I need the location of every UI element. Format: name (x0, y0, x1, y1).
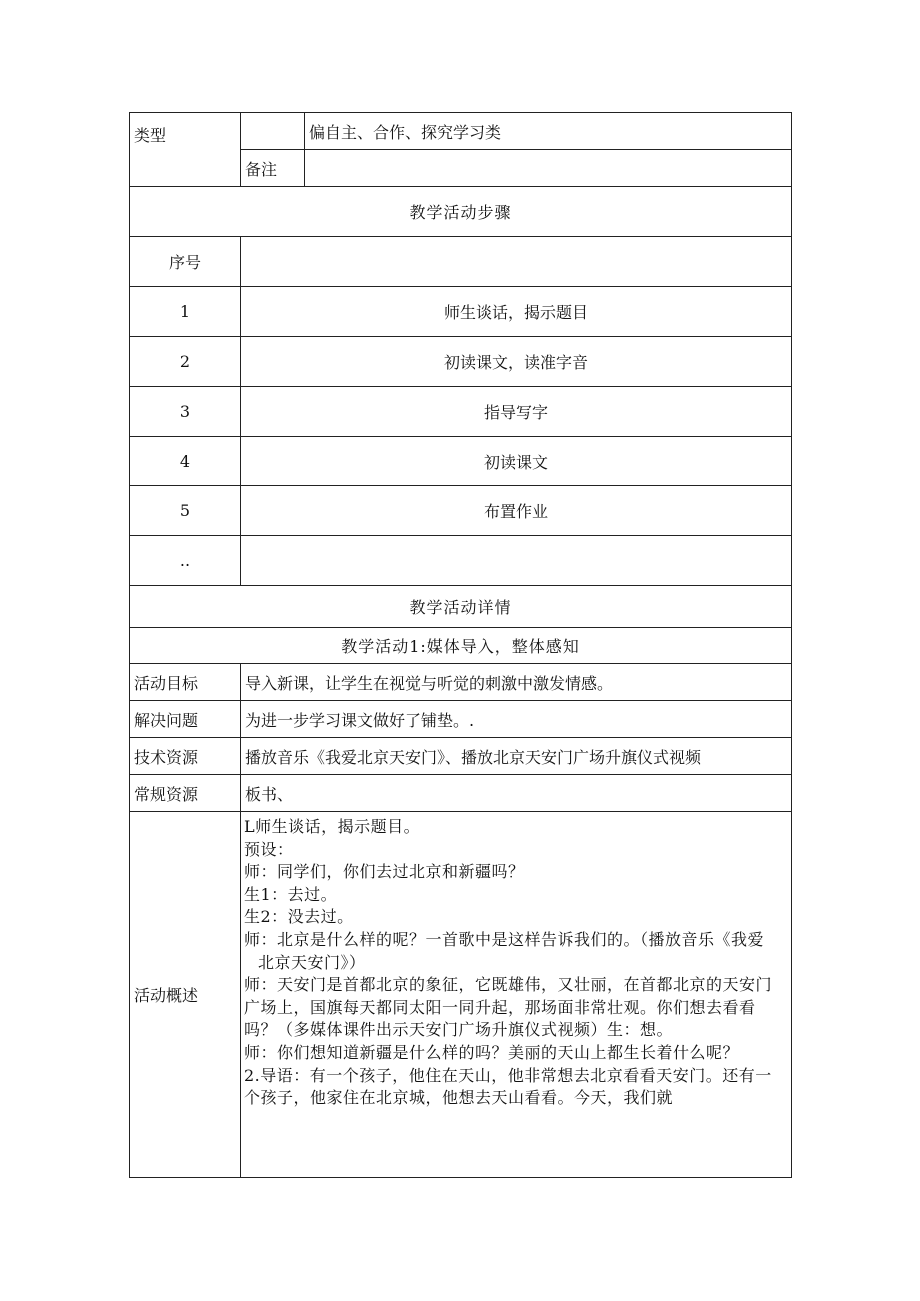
step-label: 初读课文，读准字音 (241, 337, 792, 387)
detail-row (130, 775, 792, 812)
overview-line: 预设： (244, 839, 294, 859)
detail-label: 活动目标 (130, 664, 241, 701)
step-index: 4 (130, 437, 241, 486)
step-index: 2 (130, 337, 241, 387)
details-title: 教学活动详情 (130, 586, 792, 628)
step-row (130, 287, 792, 337)
step-index: .. (130, 536, 241, 586)
overview-line: 个孩子，他家住在北京城，他想去天山看看。今天，我们就 (244, 1088, 674, 1108)
overview-text (241, 812, 792, 1178)
detail-label: 常规资源 (130, 775, 241, 812)
overview-line: 广场上，国旗每天都同太阳一同升起，那场面非常壮观。你们想去看看 (244, 997, 756, 1017)
step-row (130, 536, 792, 586)
lesson-plan-table (129, 112, 792, 1178)
details-title-row (130, 586, 792, 628)
step-row (130, 337, 792, 387)
detail-label: 技术资源 (130, 738, 241, 775)
step-label (241, 536, 792, 586)
steps-title: 教学活动步骤 (130, 187, 792, 237)
overview-line: 师：天安门是首都北京的象征，它既雄伟，又壮丽，在首都北京的天安门 (244, 975, 773, 995)
detail-row (130, 701, 792, 738)
overview-line: 2.导语：有一个孩子，他住在天山，他非常想去北京看看天安门。还有一 (244, 1065, 772, 1085)
step-index: 1 (130, 287, 241, 337)
steps-header-empty (241, 237, 792, 287)
type-row (130, 113, 792, 150)
detail-row (130, 664, 792, 701)
overview-line: 吗？（多媒体课件出示天安门广场升旗仪式视频）生：想。 (244, 1020, 674, 1040)
overview-label: 活动概述 (130, 812, 241, 1178)
step-label: 布置作业 (241, 486, 792, 536)
step-index: 3 (130, 387, 241, 437)
overview-line: 生2：没去过。 (244, 907, 354, 927)
overview-row (130, 812, 792, 1178)
note-label: 备注 (241, 150, 305, 187)
step-label: 指导写字 (241, 387, 792, 437)
step-row (130, 387, 792, 437)
step-row (130, 437, 792, 486)
detail-value: 为进一步学习课文做好了铺垫。. (241, 701, 792, 738)
step-label: 师生谈话，揭示题目 (241, 287, 792, 337)
index-header: 序号 (130, 237, 241, 287)
step-index: 5 (130, 486, 241, 536)
type-empty-cell (241, 113, 305, 150)
steps-header-row (130, 237, 792, 287)
detail-value: 板书、 (241, 775, 792, 812)
detail-value: 播放音乐《我爱北京天安门》、播放北京天安门广场升旗仪式视频 (241, 738, 792, 775)
detail-value: 导入新课，让学生在视觉与听觉的刺激中激发情感。 (241, 664, 792, 701)
step-label: 初读课文 (241, 437, 792, 486)
overview-line: 师：你们想知道新疆是什么样的吗？美丽的天山上都生长着什么呢？ (244, 1042, 740, 1062)
type-value: 偏自主、合作、探究学习类 (305, 113, 792, 150)
type-label: 类型 (130, 113, 241, 187)
overview-line: 北京天安门》） (258, 952, 366, 972)
note-value (305, 150, 792, 187)
overview-line: L师生谈话，揭示题目。 (244, 817, 421, 836)
overview-line: 师：同学们，你们去过北京和新疆吗？ (244, 862, 525, 882)
steps-title-row (130, 187, 792, 237)
detail-row (130, 738, 792, 775)
activity-title-row (130, 628, 792, 664)
overview-line: 师：北京是什么样的呢？一首歌中是这样告诉我们的。（播放音乐《我爱 (244, 929, 765, 949)
overview-line: 生1：去过。 (244, 884, 338, 904)
activity-title: 教学活动1:媒体导入，整体感知 (130, 628, 792, 664)
detail-label: 解决问题 (130, 701, 241, 738)
step-row (130, 486, 792, 536)
